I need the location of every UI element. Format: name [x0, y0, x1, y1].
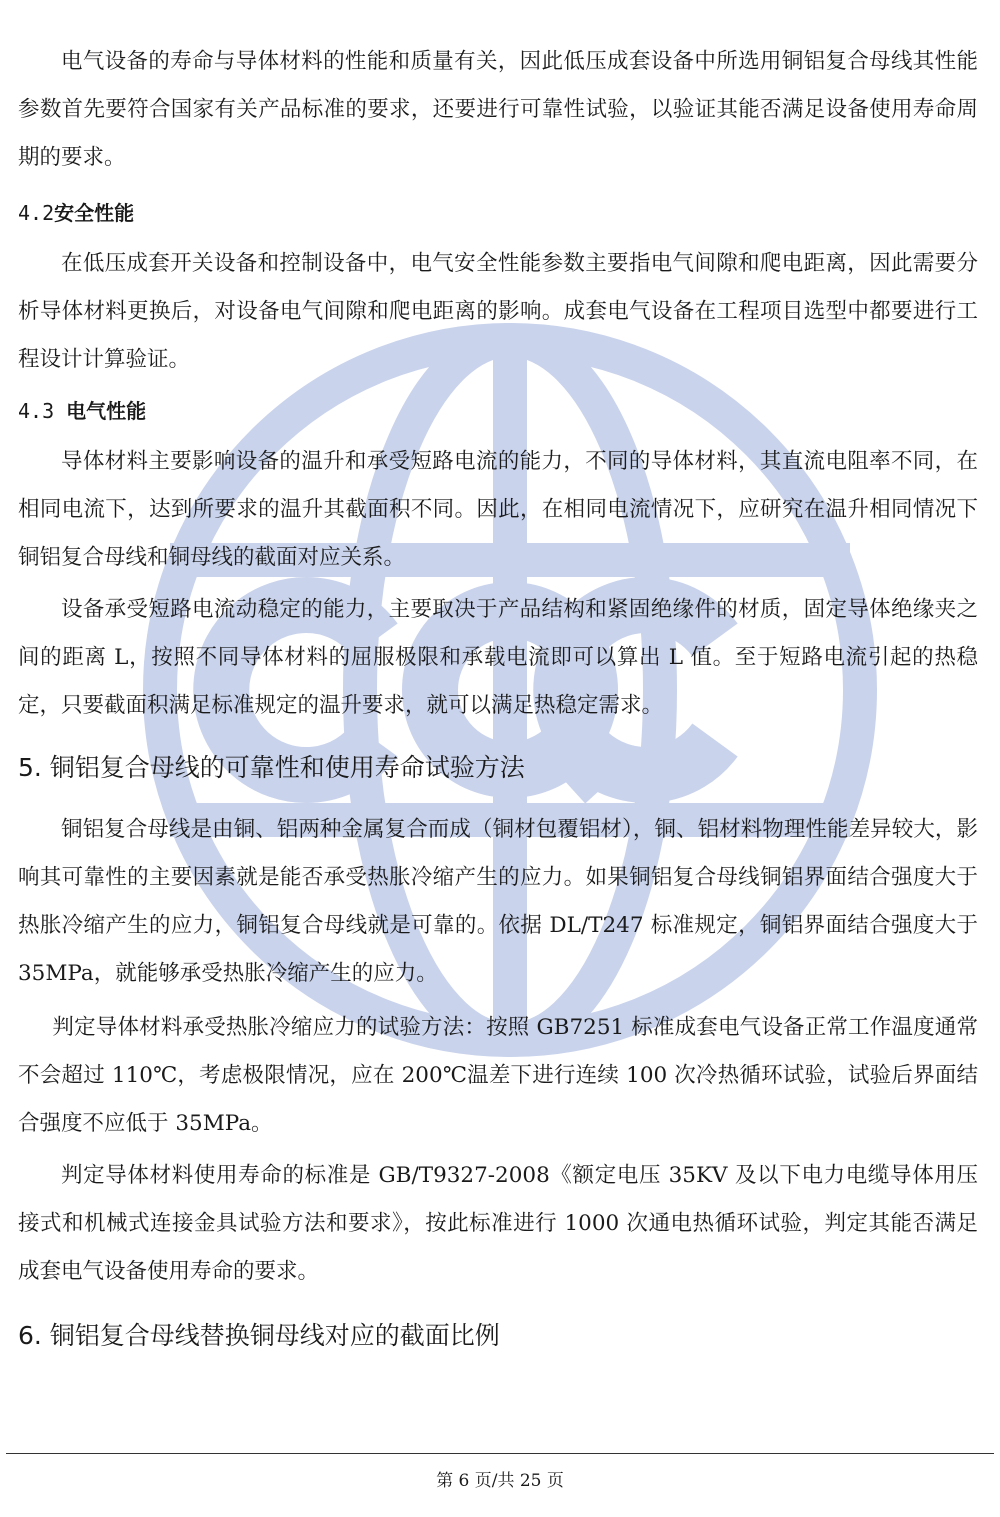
paragraph-reliability: 铜铝复合母线是由铜、铝两种金属复合而成（铜材包覆铝材），铜、铝材料物理性能差异较大，影响其可靠性的主要因素就是能否承受热胀冷缩产生的应力。如果铜铝复合母线铜铝界面结合强度大于热胀冷缩产生的应力，铜铝复合母线就是可靠的。依据 DL/T247 标准规定，铜铝界面结合强度大于 35MPa，就能够承受热胀冷缩产生的应力。: [18, 817, 978, 986]
paragraph-conductor-material: 导体材料主要影响设备的温升和承受短路电流的能力，不同的导体材料，其直流电阻率不同，在相同电流下，达到所要求的温升其截面积不同。因此，在相同电流情况下，应研究在温升相同情况下铜铝复合母线和铜母线的截面对应关系。: [18, 449, 978, 570]
heading-4-2-title: 安全性能: [54, 201, 135, 225]
paragraph-safety-performance: 在低压成套开关设备和控制设备中，电气安全性能参数主要指电气间隙和爬电距离，因此需要分析导体材料更换后，对设备电气间隙和爬电距离的影响。成套电气设备在工程项目选型中都要进行工程设计计算验证。: [18, 251, 978, 372]
page-number: 第 6 页/共 25 页: [436, 1471, 564, 1491]
paragraph-service-life: 电气设备的寿命与导体材料的性能和质量有关，因此低压成套设备中所选用铜铝复合母线其性能参数首先要符合国家有关产品标准的要求，还要进行可靠性试验，以验证其能否满足设备使用寿命周期的要求。: [18, 49, 978, 170]
paragraph-thermal-test: 判定导体材料承受热胀冷缩应力的试验方法：按照 GB7251 标准成套电气设备正常工作温度通常不会超过 110℃，考虑极限情况，应在 200℃温差下进行连续 100 次冷热循环试验，试验后界面结合强度不应低于 35MPa。: [18, 1015, 978, 1136]
heading-section-5: 5. 铜铝复合母线的可靠性和使用寿命试验方法: [18, 753, 525, 782]
paragraph-short-circuit: 设备承受短路电流动稳定的能力，主要取决于产品结构和紧固绝缘件的材质，固定导体绝缘夹之间的距离 L，按照不同导体材料的屈服极限和承载电流即可以算出 L 值。至于短路电流引起的热稳定，只要截面积满足标准规定的温升要求，就可以满足热稳定需求。: [18, 597, 978, 718]
heading-4-3-number: 4.3: [18, 399, 67, 423]
heading-4-2-number: 4.2: [18, 201, 55, 225]
heading-section-6: 6. 铜铝复合母线替换铜母线对应的截面比例: [18, 1321, 500, 1350]
footer-divider: [6, 1453, 994, 1454]
paragraph-service-life-test: 判定导体材料使用寿命的标准是 GB/T9327-2008《额定电压 35KV 及以下电力电缆导体用压接式和机械式连接金具试验方法和要求》，按此标准进行 1000 次通电热循环试验，判定其能否满足成套电气设备使用寿命的要求。: [18, 1163, 978, 1284]
heading-4-3: [18, 396, 146, 426]
heading-4-3-title: 电气性能: [66, 399, 147, 423]
heading-4-2: [18, 198, 134, 228]
